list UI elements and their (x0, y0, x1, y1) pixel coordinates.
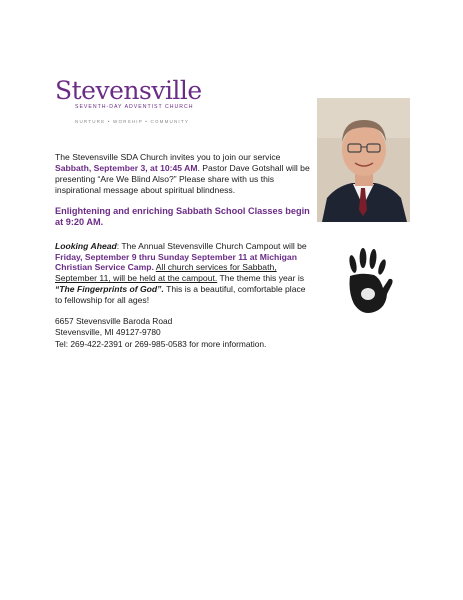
pastor-photo (317, 98, 410, 222)
campout-closing: This is a beautiful, comfortable place to fellowship for all ages! (55, 284, 306, 306)
campout-dates: Friday, September 9 thru Sunday September 11 at Michigan Christian Service Camp. (55, 251, 297, 273)
service-paragraph (55, 152, 315, 196)
address-city: Stevensville, MI 49127-9780 (55, 327, 161, 338)
logo-subtitle: SEVENTH-DAY ADVENTIST CHURCH (75, 104, 194, 110)
logo-name: Stevensville (55, 76, 202, 105)
handprint-icon (340, 248, 395, 318)
service-intro: The Stevensville SDA Church invites you to join our service (55, 152, 281, 162)
campout-intro: : The Annual Stevensville Church Campout will be (116, 240, 307, 251)
announcement-text (55, 152, 315, 350)
campout-theme: “The Fingerprints of God”. (55, 284, 164, 295)
service-details: . Pastor Dave Gotshall will be presenting “Are We Blind Also?” Please share with us this inspirational message about spiritual blindness. (55, 162, 310, 195)
logo-tagline: NURTURE • WORSHIP • COMMUNITY (75, 119, 190, 124)
church-logo (55, 78, 205, 124)
looking-ahead-heading: Looking Ahead (55, 240, 117, 251)
service-date: Sabbath, September 3, at 10:45 AM (55, 162, 198, 173)
contact-block (55, 316, 315, 350)
campout-services-note: All church services for Sabbath, September 11, will be held at the campout. (55, 262, 277, 284)
sabbath-school-paragraph: Enlightening and enriching Sabbath School Classes begin at 9:20 AM. (55, 205, 310, 228)
theme-intro: The theme this year is (217, 273, 305, 284)
campout-paragraph (55, 241, 315, 306)
address-street: 6657 Stevensville Baroda Road (55, 316, 173, 327)
contact-phone: Tel: 269-422-2391 or 269-985-0583 for more information. (55, 338, 267, 349)
